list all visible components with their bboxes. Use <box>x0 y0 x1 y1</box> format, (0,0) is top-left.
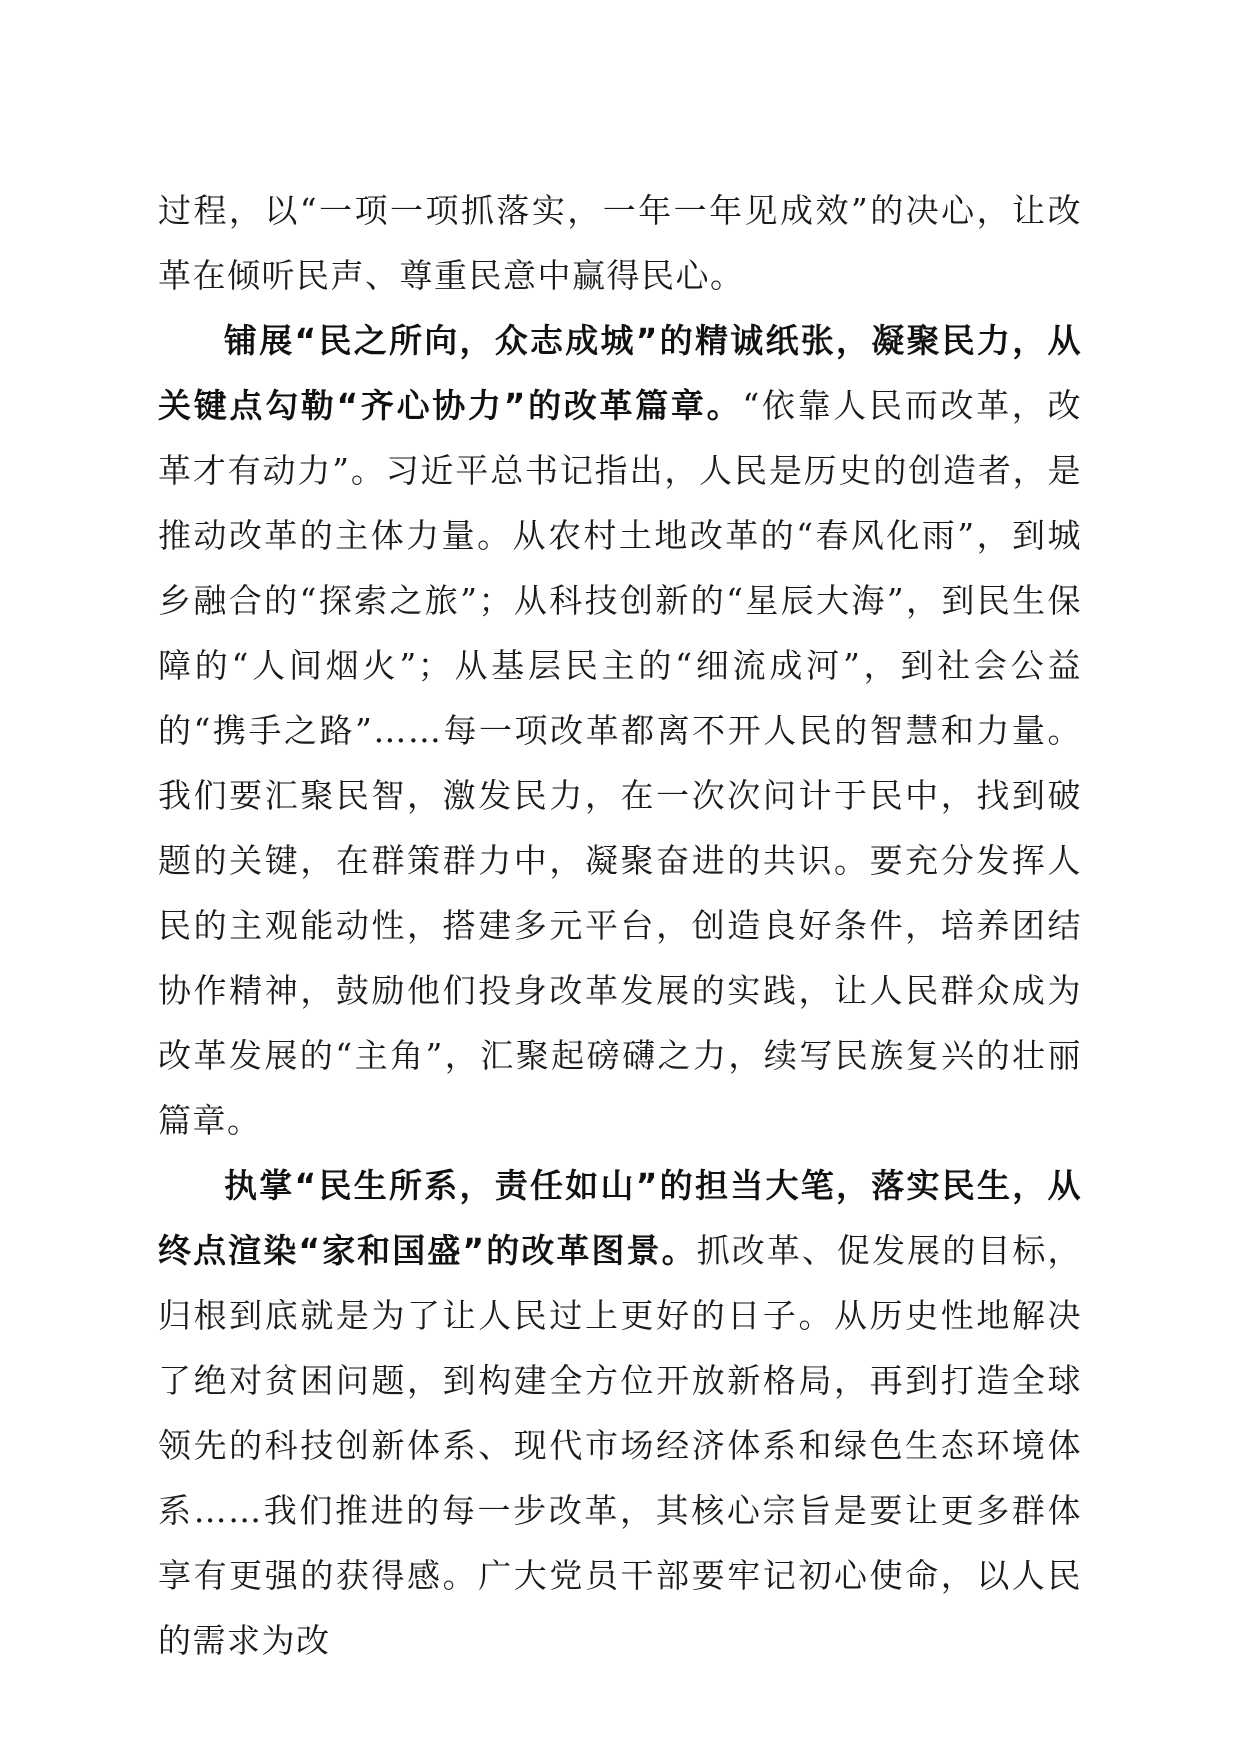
paragraph-text: 过程，以“一项一项抓落实，一年一年见成效”的决心，让改革在倾听民声、尊重民意中赢得民心。 <box>158 191 1082 295</box>
paragraph-people-strength <box>158 308 1082 1153</box>
paragraph-lead: 铺展“民之所向，众志成城”的精诚纸张，凝聚民力，从关键点勾勒“齐心协力”的改革篇章。 <box>158 321 1082 425</box>
article-body <box>158 178 1082 1673</box>
paragraph-livelihood <box>158 1153 1082 1673</box>
paragraph-text: “依靠人民而改革，改革才有动力”。习近平总书记指出，人民是历史的创造者，是推动改革的主体力量。从农村土地改革的“春风化雨”，到城乡融合的“探索之旅”；从科技创新的“星辰大海”，到民生保障的“人间烟火”；从基层民主的“细流成河”，到社会公益的“携手之路”……每一项改革都离不开人民的智慧和力量。我们要汇聚民智，激发民力，在一次次问计于民中，找到破题的关键，在群策群力中，凝聚奋进的共识。要充分发挥人民的主观能动性，搭建多元平台，创造良好条件，培养团结协作精神，鼓励他们投身改革发展的实践，让人民群众成为改革发展的“主角”，汇聚起磅礴之力，续写民族复兴的壮丽篇章。 <box>158 386 1082 1140</box>
paragraph-text: 抓改革、促发展的目标，归根到底就是为了让人民过上更好的日子。从历史性地解决了绝对贫困问题，到构建全方位开放新格局，再到打造全球领先的科技创新体系、现代市场经济体系和绿色生态环境体系……我们推进的每一步改革，其核心宗旨是要让更多群体享有更强的获得感。广大党员干部要牢记初心使命，以人民的需求为改 <box>158 1231 1082 1660</box>
paragraph-continuation <box>158 178 1082 308</box>
paragraph-lead: 执掌“民生所系，责任如山”的担当大笔，落实民生，从终点渲染“家和国盛”的改革图景。 <box>158 1166 1082 1270</box>
